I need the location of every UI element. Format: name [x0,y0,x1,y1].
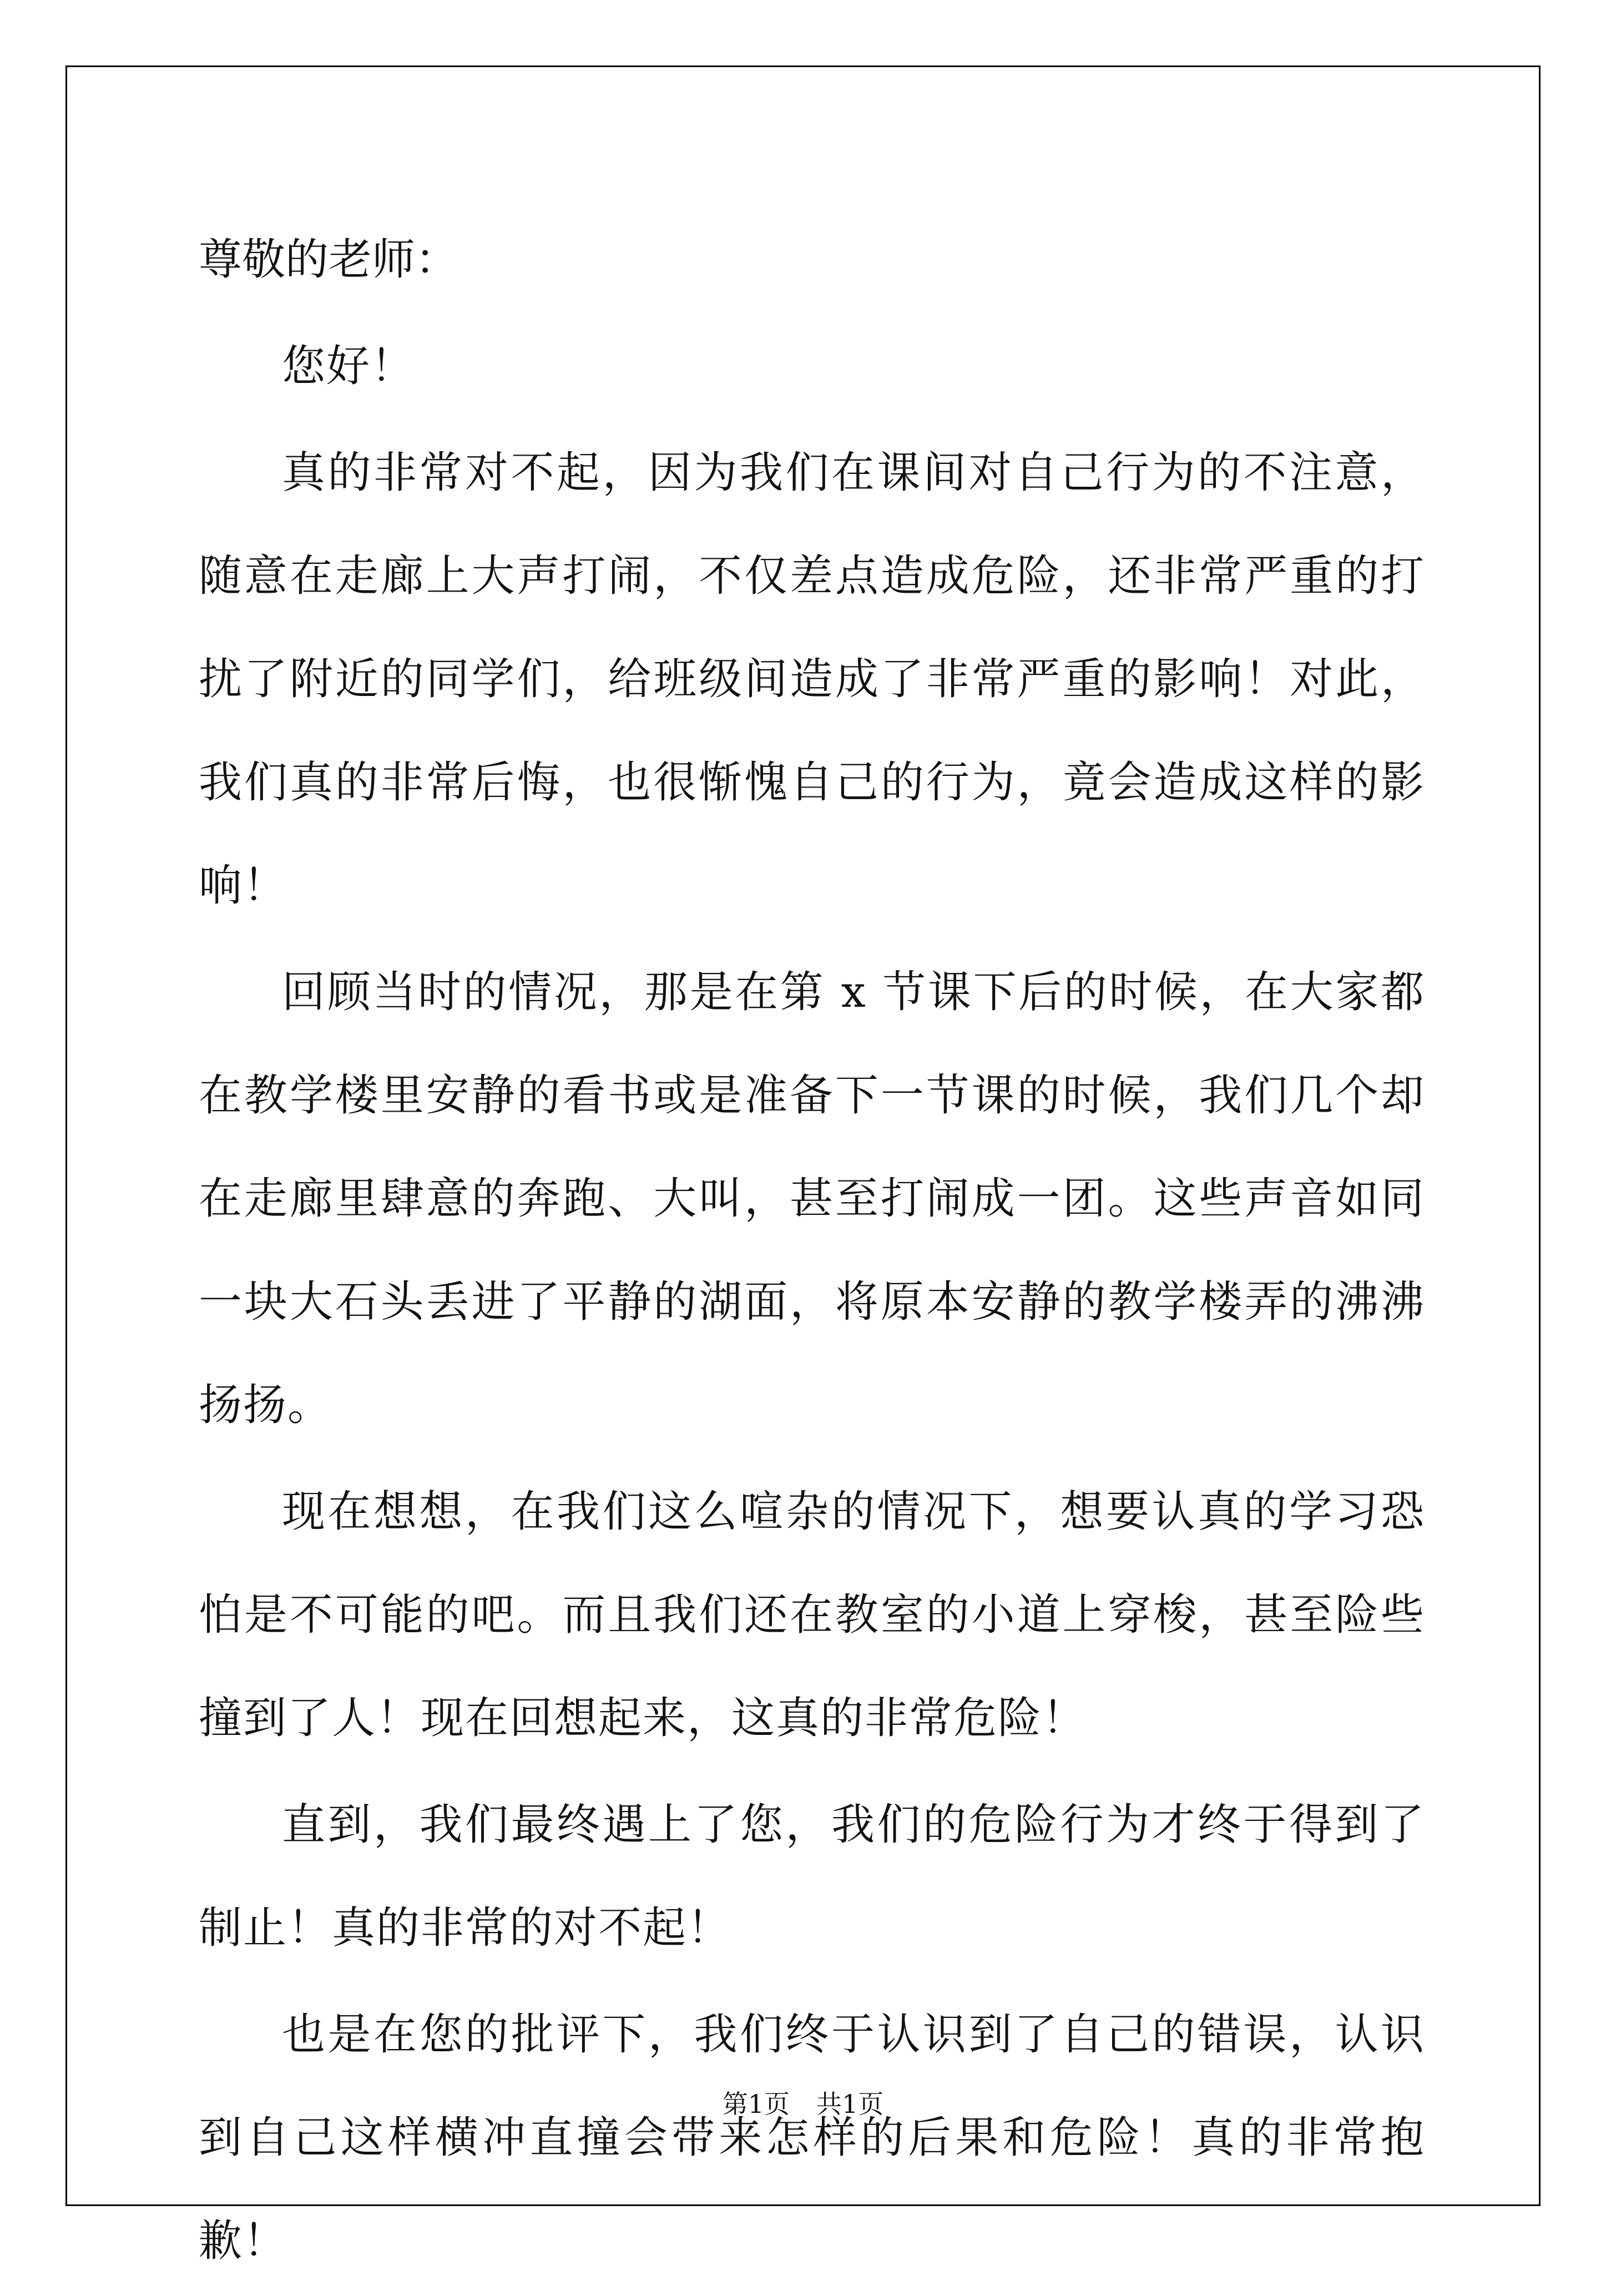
paragraph-apology: 真的非常对不起，因为我们在课间对自己行为的不注意，随意在走廊上大声打闹，不仅差点造成危险，还非常严重的打扰了附近的同学们，给班级间造成了非常严重的影响！对此，我们真的非常后悔，也很惭愧自己的行为，竟会造成这样的影响！ [199,448,1425,911]
page-total: 共1页 [816,2089,884,2119]
paragraph-stopped: 直到，我们最终遇上了您，我们的危险行为才终于得到了制止！真的非常的对不起！ [199,1800,1425,1953]
paragraph-reflection: 现在想想，在我们这么喧杂的情况下，想要认真的学习恐怕是不可能的吧。而且我们还在教室的小道上穿梭，甚至险些撞到了人！现在回想起来，这真的非常危险！ [199,1487,1425,1743]
paragraph-greeting: 您好！ [282,341,416,391]
page-footer [0,2084,1606,2121]
paragraph-realization: 也是在您的批评下，我们终于认识到了自己的错误，认识到自己这样横冲直撞会带来怎样的后果和危险！真的非常抱歉！ [199,2010,1425,2266]
letter-body [199,208,1425,2296]
salutation: 尊敬的老师： [199,235,459,285]
page-number: 第1页 [722,2089,790,2119]
paragraph-recollection: 回顾当时的情况，那是在第 x 节课下后的时候，在大家都在教学楼里安静的看书或是准备下一节课的时候，我们几个却在走廊里肆意的奔跑、大叫，甚至打闹成一团。这些声音如同一块大石头丢进了平静的湖面，将原本安静的教学楼弄的沸沸扬扬。 [199,967,1425,1430]
